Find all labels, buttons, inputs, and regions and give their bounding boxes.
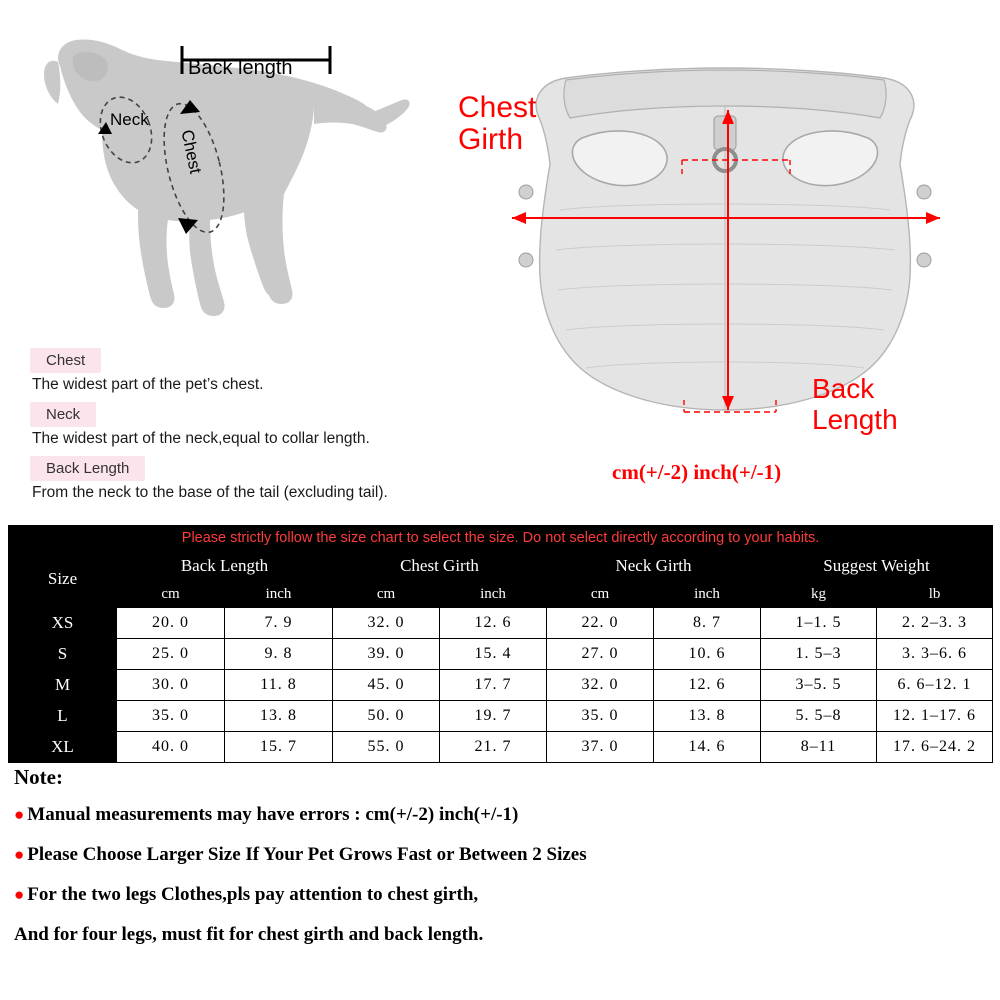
header-back-length: Back Length [117, 551, 333, 582]
back-length-line-1: Back [812, 373, 875, 404]
subheader-unit: cm [333, 582, 440, 608]
cell: 10. 6 [654, 639, 761, 670]
table-banner: Please strictly follow the size chart to select the size. Do not select directly according to your habits. [9, 526, 993, 551]
cell: 32. 0 [547, 670, 654, 701]
cell: 11. 8 [225, 670, 333, 701]
cell: 35. 0 [117, 701, 225, 732]
note-item [14, 884, 974, 906]
definitions-list [30, 348, 550, 510]
cell: 32. 0 [333, 608, 440, 639]
definition-text: From the neck to the base of the tail (excluding tail). [32, 484, 388, 501]
row-size: XL [9, 732, 117, 763]
table-row [9, 670, 993, 701]
bullet-icon: ● [14, 885, 25, 904]
cell: 9. 8 [225, 639, 333, 670]
cell: 25. 0 [117, 639, 225, 670]
definition-text: The widest part of the pet’s chest. [32, 376, 264, 393]
row-size: L [9, 701, 117, 732]
dog-chest-label: Chest [177, 128, 206, 176]
table-row [9, 701, 993, 732]
chest-girth-line-2: Girth [458, 122, 524, 156]
bullet-icon: ● [14, 845, 25, 864]
table-row [9, 732, 993, 763]
cell: 35. 0 [547, 701, 654, 732]
note-item [14, 804, 974, 826]
subheader-unit: inch [225, 582, 333, 608]
note-last-line: And for four legs, must fit for chest girth and back length. [14, 924, 484, 945]
note-text: For the two legs Clothes,pls pay attention to chest girth, [27, 884, 479, 905]
cell: 21. 7 [440, 732, 547, 763]
cell: 37. 0 [547, 732, 654, 763]
cell: 8–11 [761, 732, 877, 763]
cell: 40. 0 [117, 732, 225, 763]
cell: 13. 8 [225, 701, 333, 732]
cell: 6. 6–12. 1 [877, 670, 993, 701]
subheader-unit: cm [547, 582, 654, 608]
note-text: Manual measurements may have errors : cm(+/-2) inch(+/-1) [27, 804, 519, 825]
dog-back-length-label: Back length [188, 57, 293, 79]
definition-tag: Neck [30, 402, 96, 427]
cell: 1–1. 5 [761, 608, 877, 639]
table-row [9, 639, 993, 670]
definition-text: The widest part of the neck,equal to collar length. [32, 430, 370, 447]
notes-title: Note: [14, 765, 63, 789]
row-size: M [9, 670, 117, 701]
coat-back-length-label [812, 374, 898, 436]
cell: 17. 6–24. 2 [877, 732, 993, 763]
cell: 27. 0 [547, 639, 654, 670]
definition-back-length [30, 456, 550, 502]
note-text: Please Choose Larger Size If Your Pet Grows Fast or Between 2 Sizes [27, 844, 587, 865]
bullet-icon: ● [14, 805, 25, 824]
header-suggest-weight: Suggest Weight [761, 551, 993, 582]
coat-chest-girth-label [458, 92, 536, 155]
table-subheader-row [9, 582, 993, 608]
subheader-unit: inch [440, 582, 547, 608]
cell: 15. 7 [225, 732, 333, 763]
definition-neck [30, 402, 550, 448]
header-chest-girth: Chest Girth [333, 551, 547, 582]
chest-girth-line-1: Chest [458, 91, 537, 124]
cell: 55. 0 [333, 732, 440, 763]
size-table [8, 525, 993, 763]
tolerance-label: cm(+/-2) inch(+/-1) [612, 460, 782, 484]
row-size: S [9, 639, 117, 670]
cell: 30. 0 [117, 670, 225, 701]
cell: 12. 6 [654, 670, 761, 701]
cell: 5. 5–8 [761, 701, 877, 732]
definition-tag: Chest [30, 348, 101, 373]
cell: 3. 3–6. 6 [877, 639, 993, 670]
table-header-row [9, 551, 993, 582]
header-size: Size [9, 551, 117, 608]
subheader-unit: inch [654, 582, 761, 608]
cell: 45. 0 [333, 670, 440, 701]
table-row [9, 608, 993, 639]
cell: 14. 6 [654, 732, 761, 763]
cell: 50. 0 [333, 701, 440, 732]
header-neck-girth: Neck Girth [547, 551, 761, 582]
cell: 8. 7 [654, 608, 761, 639]
size-table-wrapper [8, 525, 992, 763]
cell: 1. 5–3 [761, 639, 877, 670]
cell: 20. 0 [117, 608, 225, 639]
back-length-line-2: Length [812, 403, 898, 435]
dog-neck-label: Neck [110, 110, 149, 129]
subheader-unit: kg [761, 582, 877, 608]
cell: 12. 6 [440, 608, 547, 639]
table-banner-row [9, 526, 993, 551]
definition-tag: Back Length [30, 456, 145, 481]
cell: 3–5. 5 [761, 670, 877, 701]
subheader-unit: cm [117, 582, 225, 608]
cell: 15. 4 [440, 639, 547, 670]
cell: 19. 7 [440, 701, 547, 732]
cell: 39. 0 [333, 639, 440, 670]
definition-chest [30, 348, 550, 394]
cell: 17. 7 [440, 670, 547, 701]
cell: 22. 0 [547, 608, 654, 639]
subheader-unit: lb [877, 582, 993, 608]
row-size: XS [9, 608, 117, 639]
cell: 13. 8 [654, 701, 761, 732]
notes-section [14, 765, 974, 946]
note-item [14, 844, 974, 866]
cell: 7. 9 [225, 608, 333, 639]
cell: 2. 2–3. 3 [877, 608, 993, 639]
cell: 12. 1–17. 6 [877, 701, 993, 732]
